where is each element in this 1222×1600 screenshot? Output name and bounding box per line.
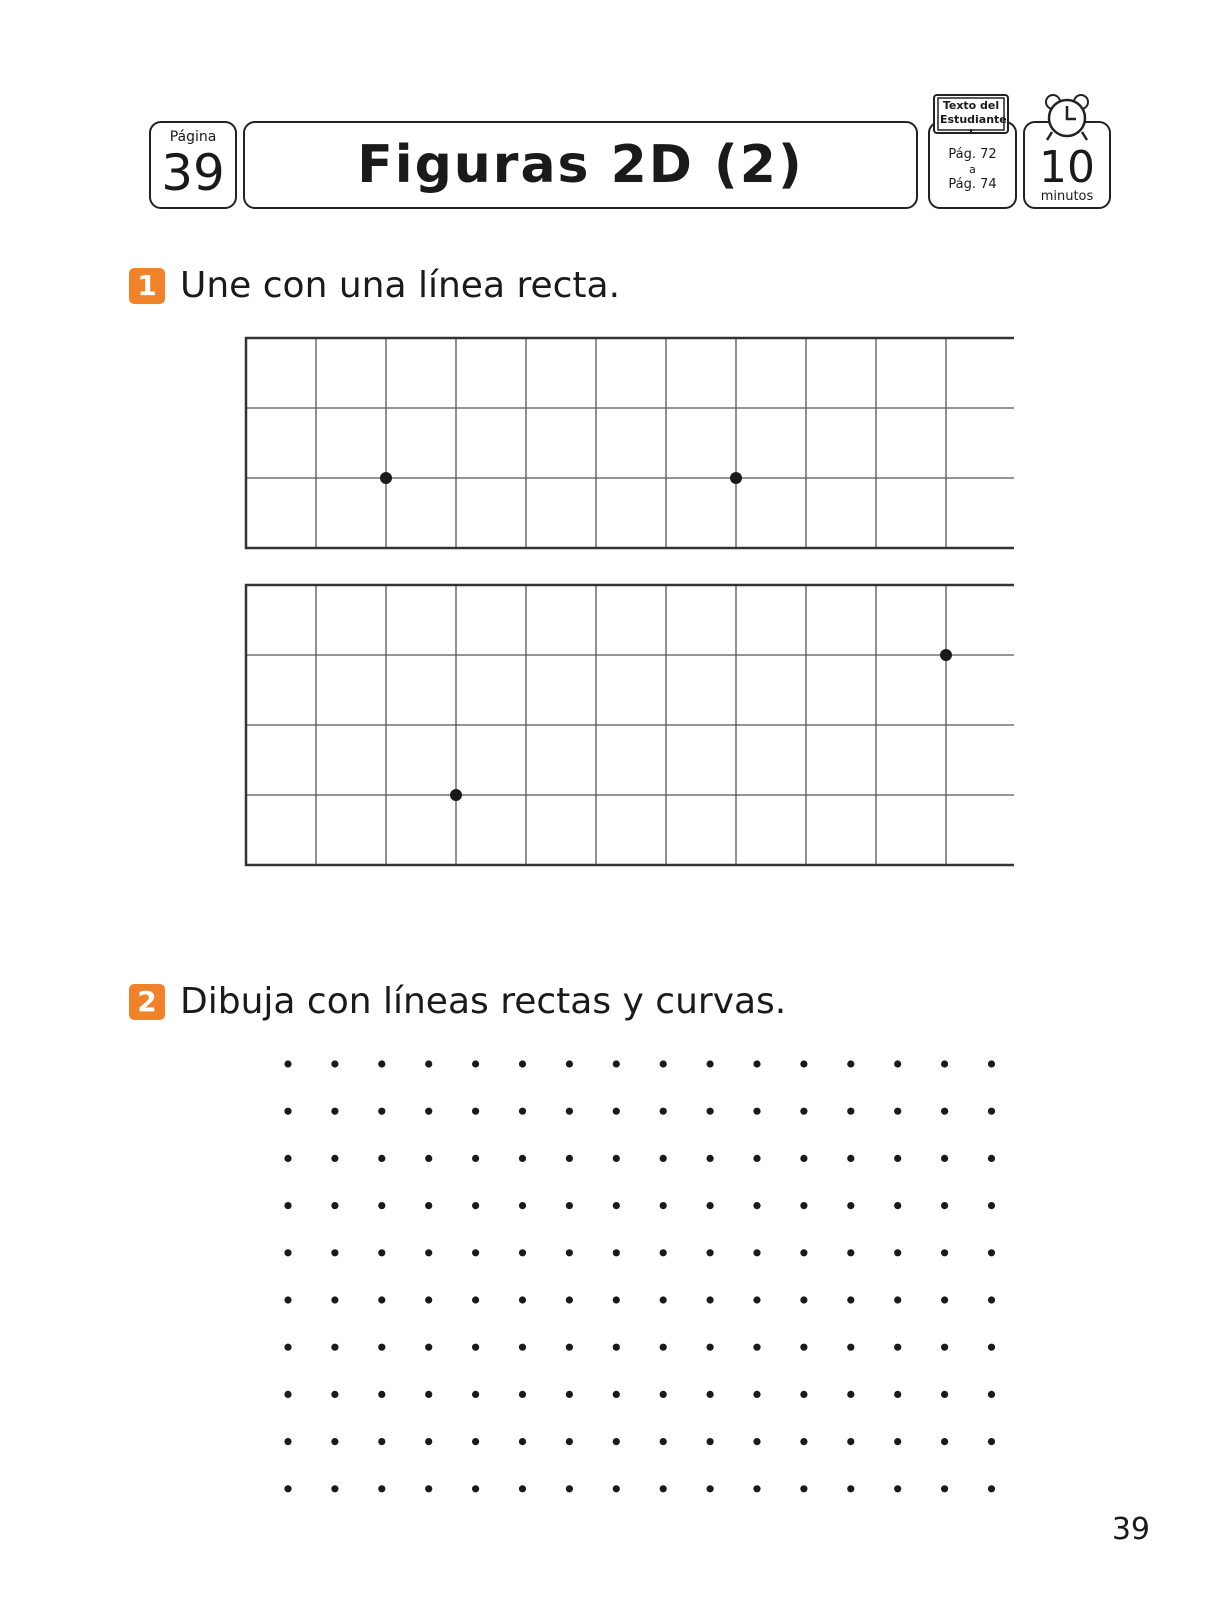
dot <box>284 1438 291 1445</box>
dot <box>519 1249 526 1256</box>
dot <box>707 1296 714 1303</box>
dot <box>707 1438 714 1445</box>
dot <box>378 1060 385 1067</box>
dot <box>753 1485 760 1492</box>
dot <box>753 1249 760 1256</box>
dot <box>847 1296 854 1303</box>
dot <box>472 1249 479 1256</box>
dot <box>613 1108 620 1115</box>
page-number-box <box>149 121 237 209</box>
dot <box>425 1296 432 1303</box>
page-title: Figuras 2D (2) <box>357 135 804 195</box>
dot <box>707 1344 714 1351</box>
dot <box>753 1060 760 1067</box>
grid-b-point-1 <box>940 649 952 661</box>
ref-from: Pág. 72 <box>948 147 997 162</box>
dot <box>660 1485 667 1492</box>
dot <box>613 1391 620 1398</box>
dot <box>707 1249 714 1256</box>
dot <box>331 1485 338 1492</box>
dot <box>378 1249 385 1256</box>
dot <box>660 1391 667 1398</box>
dot <box>988 1249 995 1256</box>
dot <box>331 1060 338 1067</box>
dot <box>566 1202 573 1209</box>
dot <box>425 1249 432 1256</box>
dot <box>660 1108 667 1115</box>
dot <box>331 1391 338 1398</box>
dot <box>284 1344 291 1351</box>
dot <box>472 1438 479 1445</box>
dot <box>988 1202 995 1209</box>
dot <box>988 1344 995 1351</box>
dot <box>472 1060 479 1067</box>
dot <box>519 1202 526 1209</box>
grid-border <box>246 338 1014 548</box>
exercise-1-badge: 1 <box>129 268 165 304</box>
dot <box>284 1391 291 1398</box>
dot <box>613 1155 620 1162</box>
dot <box>941 1155 948 1162</box>
dot <box>707 1060 714 1067</box>
exercise-2-instruction: Dibuja con líneas rectas y curvas. <box>180 981 787 1022</box>
dot <box>378 1344 385 1351</box>
dot <box>660 1438 667 1445</box>
dot <box>519 1296 526 1303</box>
grid-a-point-2 <box>730 472 742 484</box>
dot <box>988 1485 995 1492</box>
dot <box>613 1060 620 1067</box>
dot <box>894 1296 901 1303</box>
dot <box>519 1060 526 1067</box>
dot <box>753 1296 760 1303</box>
dot <box>566 1344 573 1351</box>
grid-b-point-2 <box>450 789 462 801</box>
dot <box>519 1108 526 1115</box>
dot <box>753 1108 760 1115</box>
page-label: Página <box>169 129 217 145</box>
dot <box>800 1108 807 1115</box>
dot <box>566 1438 573 1445</box>
dot <box>847 1438 854 1445</box>
dot <box>566 1108 573 1115</box>
time-unit: minutos <box>1040 189 1094 204</box>
dot <box>847 1485 854 1492</box>
dot <box>894 1108 901 1115</box>
dot <box>988 1438 995 1445</box>
dot <box>613 1438 620 1445</box>
dot <box>472 1202 479 1209</box>
dot <box>472 1296 479 1303</box>
dot <box>284 1108 291 1115</box>
dot <box>331 1438 338 1445</box>
dot <box>472 1155 479 1162</box>
dot <box>800 1438 807 1445</box>
dot <box>800 1391 807 1398</box>
dot <box>519 1155 526 1162</box>
dot <box>707 1202 714 1209</box>
dot <box>284 1060 291 1067</box>
dot <box>425 1344 432 1351</box>
dot <box>753 1202 760 1209</box>
dot <box>941 1060 948 1067</box>
dot <box>378 1108 385 1115</box>
exercise-2-dot-grid[interactable] <box>270 1040 1000 1500</box>
dot <box>566 1060 573 1067</box>
dot <box>988 1108 995 1115</box>
dot <box>660 1155 667 1162</box>
dot <box>613 1202 620 1209</box>
dot <box>566 1155 573 1162</box>
dot <box>894 1202 901 1209</box>
alarm-clock-icon <box>1040 92 1094 146</box>
dot <box>284 1155 291 1162</box>
dot <box>800 1060 807 1067</box>
exercise-2-badge: 2 <box>129 984 165 1020</box>
ref-connector: a <box>969 163 976 176</box>
dot <box>707 1485 714 1492</box>
exercise-1-instruction: Une con una línea recta. <box>180 265 621 306</box>
time-value: 10 <box>1039 142 1095 193</box>
dot <box>941 1485 948 1492</box>
dot <box>707 1108 714 1115</box>
dot <box>941 1391 948 1398</box>
dot <box>894 1060 901 1067</box>
dot <box>425 1155 432 1162</box>
dot <box>566 1249 573 1256</box>
dot <box>988 1155 995 1162</box>
dot <box>284 1485 291 1492</box>
ref-to: Pág. 74 <box>948 177 997 192</box>
dot <box>894 1249 901 1256</box>
dot <box>378 1485 385 1492</box>
dot <box>753 1438 760 1445</box>
dot <box>425 1485 432 1492</box>
dot <box>566 1296 573 1303</box>
dot <box>472 1391 479 1398</box>
exercise-1-grid-a[interactable] <box>244 336 1014 552</box>
dot <box>847 1060 854 1067</box>
dot <box>613 1296 620 1303</box>
dot <box>847 1344 854 1351</box>
exercise-1-grid-b[interactable] <box>244 583 1014 869</box>
dot <box>331 1155 338 1162</box>
dot <box>941 1108 948 1115</box>
dot <box>988 1296 995 1303</box>
dot <box>894 1485 901 1492</box>
dot <box>660 1296 667 1303</box>
dot <box>707 1155 714 1162</box>
grid-a-point-1 <box>380 472 392 484</box>
dot <box>660 1060 667 1067</box>
dot <box>800 1202 807 1209</box>
dot <box>425 1108 432 1115</box>
dot <box>284 1202 291 1209</box>
dot <box>613 1485 620 1492</box>
dot <box>331 1296 338 1303</box>
book-label: Texto del Estudiante <box>940 99 1007 126</box>
dot <box>613 1344 620 1351</box>
dot <box>378 1438 385 1445</box>
dot <box>753 1344 760 1351</box>
dot <box>660 1344 667 1351</box>
dot <box>425 1060 432 1067</box>
dot <box>425 1202 432 1209</box>
dot <box>800 1344 807 1351</box>
dot <box>941 1296 948 1303</box>
dot <box>425 1391 432 1398</box>
dot <box>519 1391 526 1398</box>
dot <box>800 1485 807 1492</box>
dot <box>378 1296 385 1303</box>
dot <box>800 1249 807 1256</box>
dot <box>988 1060 995 1067</box>
dot <box>331 1108 338 1115</box>
dot <box>472 1344 479 1351</box>
dot <box>847 1155 854 1162</box>
dot <box>472 1485 479 1492</box>
dot <box>753 1391 760 1398</box>
dot <box>847 1391 854 1398</box>
dot <box>519 1438 526 1445</box>
dot <box>472 1108 479 1115</box>
dot <box>566 1485 573 1492</box>
dot <box>660 1202 667 1209</box>
dot <box>847 1202 854 1209</box>
dot <box>894 1155 901 1162</box>
dot <box>519 1344 526 1351</box>
dot <box>425 1438 432 1445</box>
book-icon <box>932 93 1010 135</box>
dot <box>753 1155 760 1162</box>
dot <box>894 1391 901 1398</box>
dot <box>378 1202 385 1209</box>
dot <box>941 1202 948 1209</box>
dot <box>941 1249 948 1256</box>
dot <box>941 1438 948 1445</box>
dot <box>988 1391 995 1398</box>
footer-page-number: 39 <box>1111 1512 1150 1547</box>
dot <box>800 1155 807 1162</box>
dot <box>331 1202 338 1209</box>
dot <box>378 1391 385 1398</box>
dot <box>941 1344 948 1351</box>
page-number: 39 <box>161 144 225 202</box>
dot <box>847 1249 854 1256</box>
dot <box>519 1485 526 1492</box>
title-box <box>243 121 918 209</box>
dot <box>331 1249 338 1256</box>
dot <box>847 1108 854 1115</box>
dot <box>378 1155 385 1162</box>
dot <box>660 1249 667 1256</box>
dot <box>284 1296 291 1303</box>
dot <box>800 1296 807 1303</box>
dot <box>613 1249 620 1256</box>
dot <box>707 1391 714 1398</box>
dot <box>284 1249 291 1256</box>
dot <box>894 1344 901 1351</box>
dot <box>894 1438 901 1445</box>
dot <box>331 1344 338 1351</box>
dot <box>566 1391 573 1398</box>
